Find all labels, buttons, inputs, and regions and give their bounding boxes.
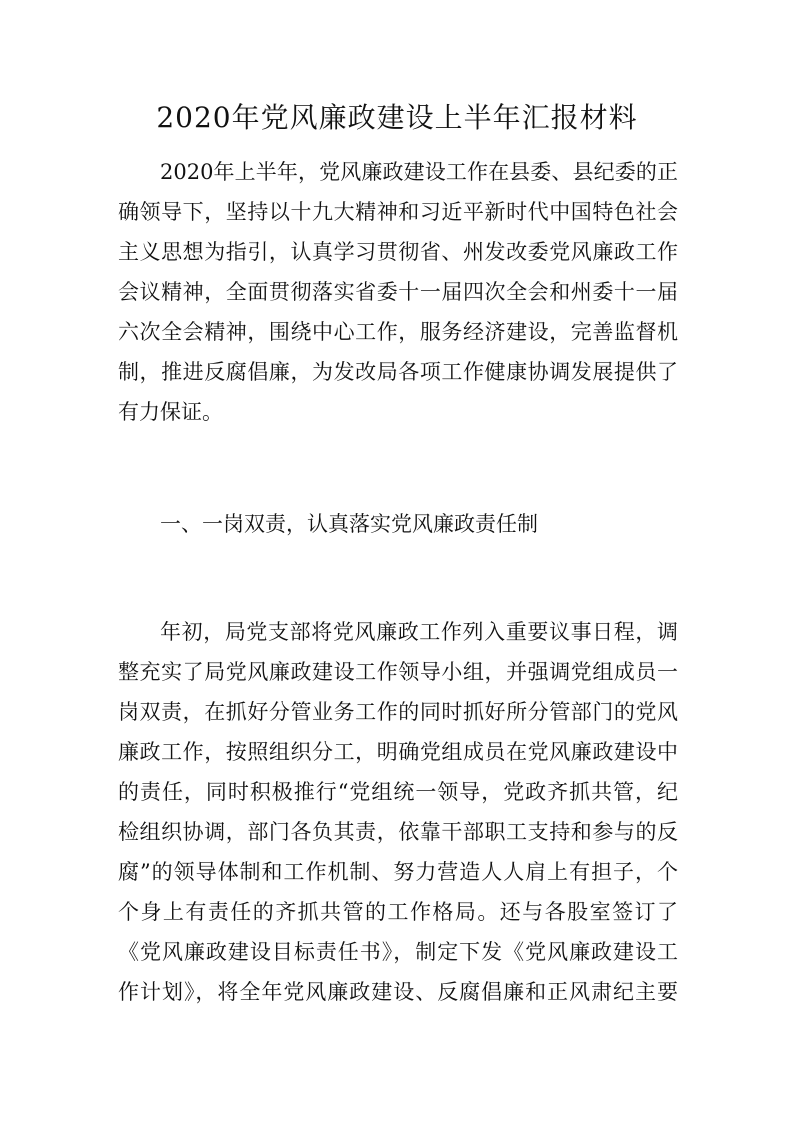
paragraph-line: 主义思想为指引，认真学习贯彻省、州发改委党风廉政工作 [118, 240, 678, 264]
paragraph-line: 检组织协调，部门各负其责，依靠干部职工支持和参与的反 [118, 820, 678, 844]
paragraph-line: 《党风廉政建设目标责任书》，制定下发《党风廉政建设工 [118, 940, 678, 964]
paragraph-line: 有力保证。 [118, 400, 223, 424]
section-heading: 一、一岗双责，认真落实党风廉政责任制 [160, 512, 538, 536]
paragraph-line: 的责任，同时积极推行“党组统一领导，党政齐抓共管，纪 [118, 780, 678, 804]
paragraph-line: 作计划》，将全年党风廉政建设、反腐倡廉和正风肃纪主要 [118, 980, 678, 1004]
paragraph-line: 年初，局党支部将党风廉政工作列入重要议事日程，调 [160, 620, 678, 644]
paragraph-line: 岗双责，在抓好分管业务工作的同时抓好所分管部门的党风 [118, 700, 678, 724]
paragraph-line: 确领导下，坚持以十九大精神和习近平新时代中国特色社会 [118, 200, 678, 224]
paragraph-line: 腐”的领导体制和工作机制、努力营造人人肩上有担子，个 [118, 860, 678, 884]
paragraph-line: 个身上有责任的齐抓共管的工作格局。还与各股室签订了 [118, 900, 678, 924]
paragraph-line: 廉政工作，按照组织分工，明确党组成员在党风廉政建设中 [118, 740, 678, 764]
document-title: 2020年党风廉政建设上半年汇报材料 [156, 101, 638, 134]
intro-paragraph [118, 152, 678, 432]
paragraph-line: 会议精神，全面贯彻落实省委十一届四次全会和州委十一届 [118, 280, 678, 304]
section1-paragraph [118, 612, 678, 1012]
paragraph-line: 整充实了局党风廉政建设工作领导小组，并强调党组成员一 [118, 660, 678, 684]
paragraph-line: 制，推进反腐倡廉，为发改局各项工作健康协调发展提供了 [118, 360, 678, 384]
paragraph-line: 2020年上半年，党风廉政建设工作在县委、县纪委的正 [160, 160, 678, 184]
paragraph-line: 六次全会精神，围绕中心工作，服务经济建设，完善监督机 [118, 320, 678, 344]
